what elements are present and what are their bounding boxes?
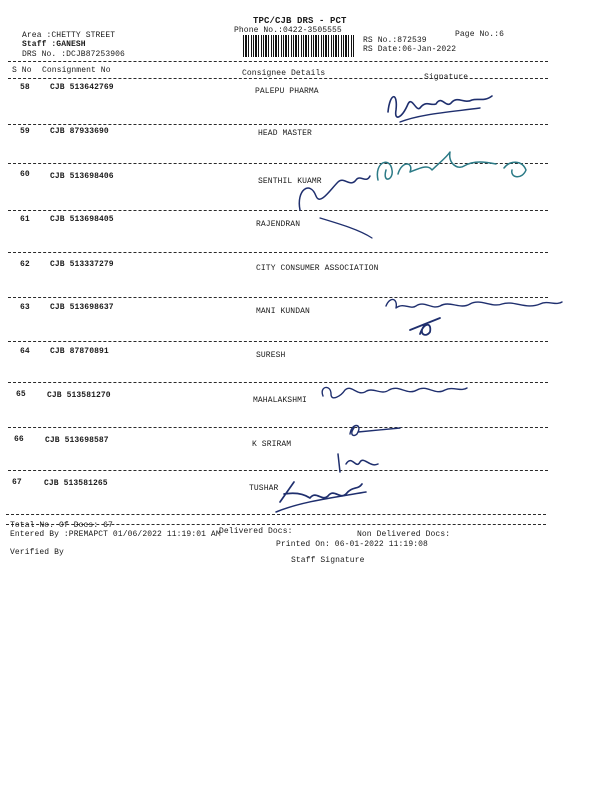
total-docs: Total No. Of Docs: 67 — [10, 521, 113, 530]
row-sno: 65 — [16, 390, 26, 399]
row-consignee: PALEPU PHARMA — [255, 87, 319, 96]
signature-row-60 — [290, 140, 550, 240]
signature-row-63 — [380, 292, 570, 342]
printed-on: Printed On: 06-01-2022 11:19:08 — [276, 540, 428, 549]
barcode-image — [243, 35, 355, 57]
row-consignee: SURESH — [256, 351, 286, 360]
row-consignment: CJB 87933690 — [50, 127, 109, 136]
row-consignment: CJB 513581265 — [44, 479, 108, 488]
row-sno: 62 — [20, 260, 30, 269]
document-title: TPC/CJB DRS - PCT — [253, 16, 347, 26]
col-signature: Signature — [424, 73, 469, 82]
col-sno: S No — [12, 66, 32, 75]
row-sno: 64 — [20, 347, 30, 356]
row-consignee: RAJENDRAN — [256, 220, 301, 229]
row-consignee: K SRIRAM — [252, 440, 292, 449]
row-consignment: CJB 513581270 — [47, 391, 111, 400]
row-consignee: MANI KUNDAN — [256, 307, 310, 316]
rs-number: RS No.:872539 — [363, 36, 427, 45]
row-consignee: MAHALAKSHMI — [253, 396, 307, 405]
staff-signature-label: Staff Signature — [291, 556, 365, 565]
col-consignee: Consignee Details — [242, 69, 326, 78]
signature-row-65 — [315, 378, 475, 414]
row-consignment: CJB 513698587 — [45, 436, 109, 445]
row-consignment: CJB 513698405 — [50, 215, 114, 224]
row-consignment: CJB 513698406 — [50, 172, 114, 181]
non-delivered-docs: Non Delivered Docs: — [357, 530, 451, 539]
row-consignee: CITY CONSUMER ASSOCIATION — [256, 264, 379, 273]
row-consignee: HEAD MASTER — [258, 129, 312, 138]
row-consignment: CJB 87870891 — [50, 347, 109, 356]
header-divider — [8, 61, 548, 62]
phone-number: Phone No.:0422-3505555 — [234, 26, 342, 35]
row-sno: 67 — [12, 478, 22, 487]
row-consignment: CJB 513642769 — [50, 83, 114, 92]
row-sno: 63 — [20, 303, 30, 312]
delivered-docs: Delivered Docs: — [219, 527, 293, 536]
row-sno: 58 — [20, 83, 30, 92]
row-consignment: CJB 513337279 — [50, 260, 114, 269]
staff-label: Staff :GANESH — [22, 40, 86, 49]
row-sno: 66 — [14, 435, 24, 444]
row-sno: 60 — [20, 170, 30, 179]
column-header-divider — [8, 78, 548, 79]
row-divider — [8, 252, 548, 253]
verified-by: Verified By — [10, 548, 64, 557]
row-consignee: SENTHIL KUAMR — [258, 177, 322, 186]
row-sno: 59 — [20, 127, 30, 136]
row-consignee: TUSHAR — [249, 484, 279, 493]
row-sno: 61 — [20, 215, 30, 224]
entered-by: Entered By :PREMAPCT 01/06/2022 11:19:01 AM — [10, 530, 221, 539]
rs-date: RS Date:06-Jan-2022 — [363, 45, 457, 54]
page-number: Page No.:6 — [455, 30, 505, 39]
row-consignment: CJB 513698637 — [50, 303, 114, 312]
area-label: Area :CHETTY STREET — [22, 31, 116, 40]
signature-row-66 — [340, 418, 420, 442]
signature-row-58 — [380, 82, 500, 132]
drs-number: DRS No. :DCJB87253906 — [22, 50, 125, 59]
col-consignment: Consignment No — [42, 66, 111, 75]
row-divider — [8, 427, 548, 428]
signature-row-67 — [270, 472, 380, 522]
row-divider — [8, 470, 548, 471]
